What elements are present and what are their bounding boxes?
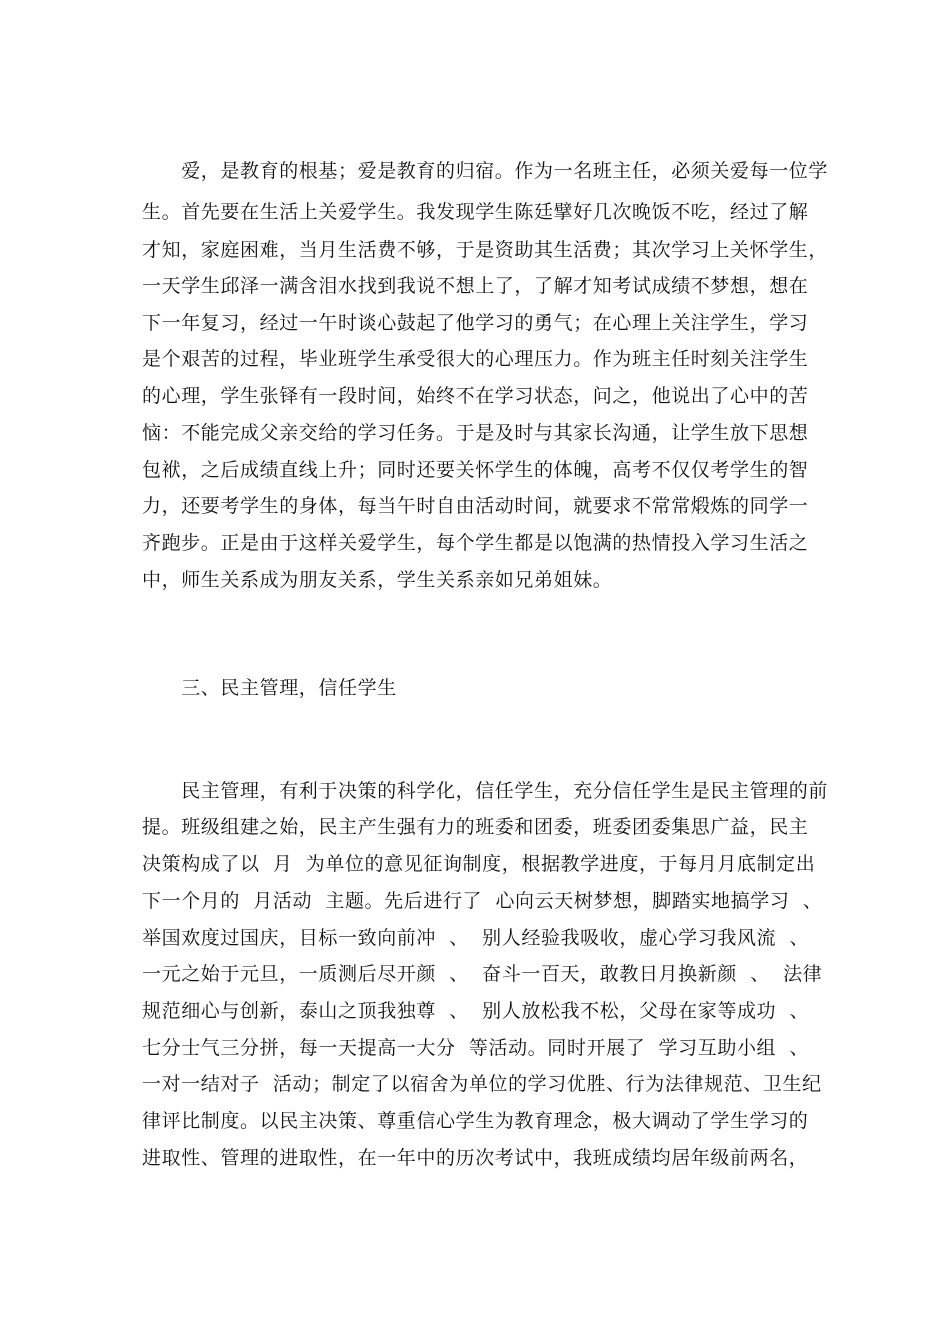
paragraph2-line-5: 举国欢度过国庆，目标一致向前冲 、 别人经验我吸收，虚心学习我风流 、 xyxy=(142,927,810,949)
paragraph2-line-7: 规范细心与创新，泰山之顶我独尊 、 别人放松我不松，父母在家等成功 、 xyxy=(142,1000,810,1022)
paragraph2-line-9: 一对一结对子 活动；制定了以宿舍为单位的学习优胜、行为法律规范、卫生纪 xyxy=(142,1073,822,1095)
paragraph1-line-12: 中，师生关系成为朋友关系，学生关系亲如兄弟姐妹。 xyxy=(142,569,613,591)
paragraph2-line-1: 民主管理，有利于决策的科学化，信任学生，充分信任学生是民主管理的前 xyxy=(142,780,829,802)
paragraph2-line-6: 一元之始于元旦，一质测后尽开颜 、 奋斗一百天，敢教日月换新颜 、 法律 xyxy=(142,963,823,985)
paragraph2-line-2: 提。班级组建之始，民主产生强有力的班委和团委，班委团委集思广益，民主 xyxy=(142,816,809,838)
paragraph1-line-11: 齐跑步。正是由于这样关爱学生，每个学生都是以饱满的热情投入学习生活之 xyxy=(142,532,809,554)
paragraph1-line-7: 的心理，学生张铎有一段时间，始终不在学习状态，问之，他说出了心中的苦 xyxy=(142,385,809,407)
paragraph1-line-6: 是个艰苦的过程，毕业班学生承受很大的心理压力。作为班主任时刻关注学生 xyxy=(142,348,809,370)
paragraph2-line-8: 七分士气三分拼，每一天提高一大分 等活动。同时开展了 学习互助小组 、 xyxy=(142,1037,810,1059)
paragraph2-line-4: 下一个月的 月活动 主题。先后进行了 心向云天树梦想，脚踏实地搞学习 、 xyxy=(142,890,823,912)
paragraph1-line-2: 生。首先要在生活上关爱学生。我发现学生陈廷擘好几次晚饭不吃，经过了解 xyxy=(142,201,809,223)
paragraph1-line-8: 恼：不能完成父亲交给的学习任务。于是及时与其家长沟通，让学生放下思想 xyxy=(142,422,809,444)
paragraph2-line-3: 决策构成了以 月 为单位的意见征询制度，根据教学进度，于每月月底制定出 xyxy=(142,853,816,875)
paragraph1-line-3: 才知，家庭困难，当月生活费不够，于是资助其生活费；其次学习上关怀学生， xyxy=(142,239,829,261)
paragraph1-line-1: 爱，是教育的根基；爱是教育的归宿。作为一名班主任，必须关爱每一位学 xyxy=(142,160,829,182)
paragraph1-line-4: 一天学生邱泽一满含泪水找到我说不想上了，了解才知考试成绩不梦想，想在 xyxy=(142,275,809,297)
paragraph1-line-10: 力，还要考学生的身体，每当午时自由活动时间，就要求不常常煅炼的同学一 xyxy=(142,495,809,517)
section-heading: 三、民主管理，信任学生 xyxy=(142,677,397,699)
paragraph2-line-11: 进取性、管理的进取性，在一年中的历次考试中，我班成绩均居年级前两名， xyxy=(142,1147,809,1169)
paragraph1-line-5: 下一年复习，经过一午时谈心鼓起了他学习的勇气；在心理上关注学生，学习 xyxy=(142,312,809,334)
paragraph1-line-9: 包袱，之后成绩直线上升；同时还要关怀学生的体魄，高考不仅仅考学生的智 xyxy=(142,459,809,481)
paragraph2-line-10: 律评比制度。以民主决策、尊重信心学生为教育理念，极大调动了学生学习的 xyxy=(142,1110,809,1132)
